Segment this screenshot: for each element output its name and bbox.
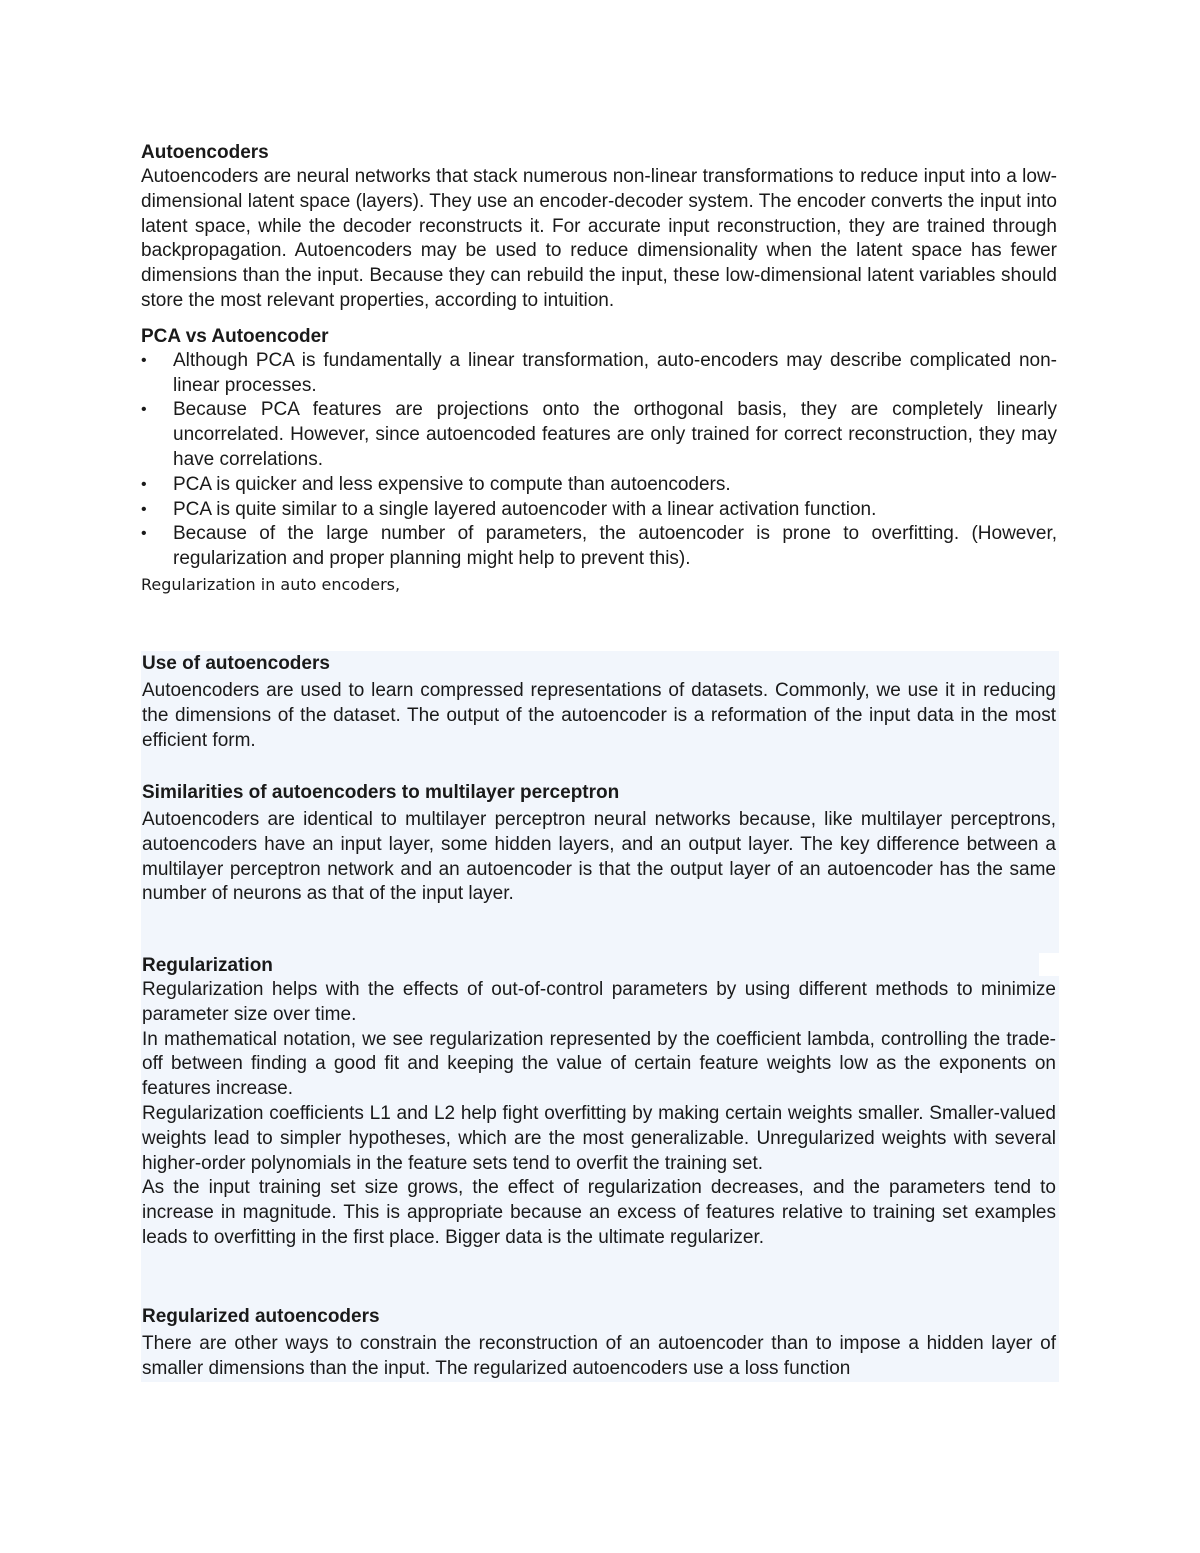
regularization-paragraph: Regularization coefficients L1 and L2 help fight overfitting by making certain weights smaller. Smaller-valued weights lead to simpler hypotheses, which are the most generalizable. Unregularized weights with several higher-order polynomials in the feature sets tend to overfit the training set. bbox=[142, 1102, 1056, 1174]
bullet-icon: • bbox=[141, 525, 147, 543]
bullet-icon: • bbox=[141, 500, 147, 518]
use-of-autoencoders-paragraph: Autoencoders are used to learn compressed representations of datasets. Commonly, we use it in reducing the dimensions of the dataset. The output of the autoencoder is a reformation of the input data in the most efficient form. bbox=[142, 680, 1056, 751]
bullet-icon: • bbox=[141, 475, 147, 493]
use-of-autoencoders-section bbox=[142, 651, 1056, 753]
regularized-autoencoders-section bbox=[142, 1304, 1056, 1382]
document-page bbox=[141, 140, 1057, 596]
regularization-note: Regularization in auto encoders, bbox=[141, 574, 401, 594]
bullet-icon: • bbox=[141, 401, 147, 419]
list-item: • Because PCA features are projections onto the orthogonal basis, they are completely linearly uncorrelated. However, since autoencoded features are only trained for correct reconstruction, they may have correlations. bbox=[141, 399, 1057, 470]
regularized-autoencoders-paragraph: There are other ways to constrain the reconstruction of an autoencoder than to impose a hidden layer of smaller dimensions than the input. The regularized autoencoders use a loss function bbox=[142, 1333, 1056, 1379]
list-item: • Although PCA is fundamentally a linear transformation, auto-encoders may describe complicated non-linear processes. bbox=[141, 349, 1057, 396]
list-item: • Because of the large number of parameters, the autoencoder is prone to overfitting. (However, regularization and proper planning might help to prevent this). bbox=[141, 523, 1057, 570]
similarities-section bbox=[142, 780, 1056, 907]
list-item: • PCA is quite similar to a single layered autoencoder with a linear activation function. bbox=[141, 498, 1057, 523]
regularization-paragraph: In mathematical notation, we see regularization represented by the coefficient lambda, controlling the trade-off between finding a good fit and keeping the value of certain feature weights low as the exponents on features increase. bbox=[142, 1028, 1056, 1100]
similarities-paragraph: Autoencoders are identical to multilayer perceptron neural networks because, like multilayer perceptrons, autoencoders have an input layer, some hidden layers, and an output layer. The key difference between a multilayer perceptron network and an autoencoder is that the output layer of an autoencoder has the same number of neurons as that of the input layer. bbox=[142, 809, 1056, 905]
use-of-autoencoders-heading: Use of autoencoders bbox=[142, 653, 330, 674]
pca-vs-autoencoder-heading: PCA vs Autoencoder bbox=[141, 325, 329, 347]
regularization-heading: Regularization bbox=[142, 955, 273, 976]
bullet-icon: • bbox=[141, 351, 147, 369]
similarities-heading: Similarities of autoencoders to multilayer perceptron bbox=[142, 782, 620, 803]
autoencoders-heading: Autoencoders bbox=[141, 142, 269, 163]
regularized-autoencoders-heading: Regularized autoencoders bbox=[142, 1306, 380, 1327]
list-item: • PCA is quicker and less expensive to compute than autoencoders. bbox=[141, 473, 1057, 498]
regularization-section bbox=[142, 953, 1056, 1251]
pca-vs-autoencoder-list bbox=[141, 349, 1057, 572]
regularization-paragraph: Regularization helps with the effects of out-of-control parameters by using different methods to minimize parameter size over time. bbox=[142, 979, 1056, 1025]
autoencoders-paragraph: Autoencoders are neural networks that stack numerous non-linear transformations to reduce input into a low-dimensional latent space (layers). They use an encoder-decoder system. The encoder converts the input into latent space, while the decoder reconstructs it. For accurate input reconstruction, they are trained through backpropagation. Autoencoders may be used to reduce dimensionality when the latent space has fewer dimensions than the input. Because they can rebuild the input, these low-dimensional latent variables should store the most relevant properties, according to intuition. bbox=[141, 166, 1057, 311]
regularization-paragraph: As the input training set size grows, the effect of regularization decreases, and the parameters tend to increase in magnitude. This is appropriate because an excess of features relative to training set examples leads to overfitting in the first place. Bigger data is the ultimate regularizer. bbox=[142, 1177, 1056, 1248]
